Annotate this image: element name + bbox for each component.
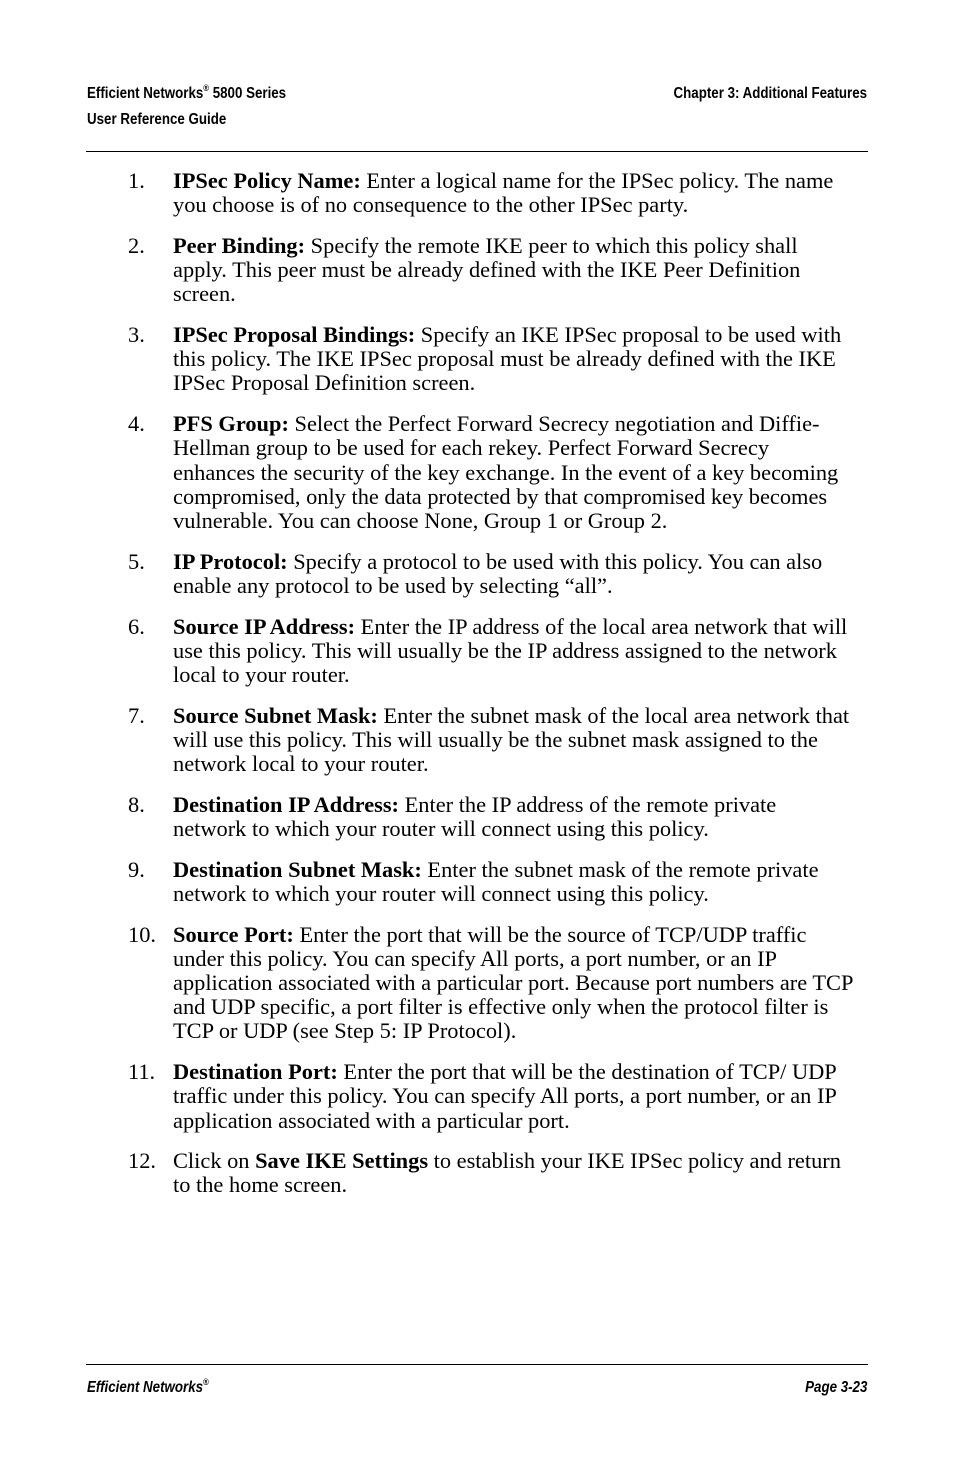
step-number: 2. [128, 232, 145, 258]
step-description: Specify the remote IKE peer to which this policy shall apply. This peer must be already defined with the IKE Peer Definition screen. [173, 232, 801, 307]
footer-registered-mark: ® [203, 1377, 209, 1387]
header-rule [86, 151, 868, 152]
step-term: IP Protocol: [173, 548, 288, 574]
step-number: 3. [128, 322, 145, 348]
footer-brand: Efficient Networks [87, 1379, 204, 1396]
step-term: Destination Subnet Mask: [173, 856, 422, 882]
step-number: 6. [128, 613, 145, 639]
step-lead-text: Click on [173, 1148, 256, 1174]
step-term: PFS Group: [173, 411, 289, 437]
header-chapter: Chapter 3: Additional Features [673, 85, 867, 102]
step-item [128, 858, 854, 906]
header-guide: User Reference Guide [87, 111, 227, 128]
procedure-steps [128, 169, 854, 1214]
running-header-left [87, 81, 286, 133]
step-term: Save IKE Settings [255, 1148, 429, 1174]
step-number: 8. [128, 791, 145, 817]
step-description: Enter the subnet mask of the local area network that will use this policy. This will usually be the subnet mask assigned to the network local to your router. [173, 702, 850, 777]
step-item [128, 169, 854, 217]
step-description: Enter the subnet mask of the remote private network to which your router will connect using this policy. [173, 856, 819, 906]
step-term: Peer Binding: [173, 232, 306, 258]
step-description: Select the Perfect Forward Secrecy negotiation and Diffie-Hellman group to be used for each rekey. Perfect Forward Secrecy enhances the security of the key exchange. In the event of a key becoming compromised, only the data protected by that compromised key becomes vulnerable. You can choose None, Group 1 or Group 2. [173, 411, 839, 533]
step-term: Destination IP Address: [173, 791, 400, 817]
step-description: Specify a protocol to be used with this policy. You can also enable any protocol to be used by selecting “all”. [173, 548, 823, 598]
header-series: 5800 Series [209, 85, 287, 102]
step-number: 10. [128, 921, 156, 947]
step-number: 12. [128, 1148, 156, 1174]
step-number: 1. [128, 168, 145, 193]
registered-mark: ® [203, 83, 210, 93]
step-description: Specify an IKE IPSec proposal to be used with this policy. The IKE IPSec proposal must be already defined with the IKE IPSec Proposal Definition screen. [173, 322, 842, 396]
step-item [128, 793, 854, 841]
step-term: Source Subnet Mask: [173, 702, 378, 728]
step-number: 4. [128, 411, 145, 437]
step-description: Enter the IP address of the local area network that will use this policy. This will usually be the IP address assigned to the network local to your router. [173, 613, 848, 687]
page-number: Page 3-23 [804, 1379, 867, 1396]
step-term: IPSec Policy Name: [173, 168, 361, 193]
step-number: 9. [128, 856, 145, 882]
step-item [128, 234, 854, 307]
step-number: 11. [128, 1059, 156, 1085]
step-number: 7. [128, 702, 145, 728]
step-term: Destination Port: [173, 1059, 338, 1085]
footer-brand-line [87, 1376, 209, 1400]
step-item [128, 923, 854, 1044]
step-number: 5. [128, 548, 145, 574]
step-item [128, 615, 854, 688]
step-term: IPSec Proposal Bindings: [173, 322, 416, 348]
step-term: Source Port: [173, 921, 294, 947]
step-item [128, 550, 854, 598]
header-brand: Efficient Networks [87, 85, 204, 102]
step-description: Enter the IP address of the remote private network to which your router will connect using this policy. [173, 791, 777, 841]
step-description: to establish your IKE IPSec policy and return to the home screen. [173, 1148, 841, 1198]
step-item [128, 412, 854, 533]
header-title [87, 81, 286, 107]
step-description: Enter a logical name for the IPSec policy. The name you choose is of no consequence to the other IPSec party. [173, 168, 834, 218]
step-item [128, 1149, 854, 1197]
step-description: Enter the port that will be the destination of TCP/ UDP traffic under this policy. You can specify All ports, a port number, or an IP application associated with a particular port. [173, 1059, 837, 1133]
step-item [128, 704, 854, 777]
step-description: Enter the port that will be the source of TCP/UDP traffic under this policy. You can specify All ports, a port number, or an IP application associated with a particular port. Because port numbers are TCP and UDP specific, a port filter is effective only when the protocol filter is TCP or UDP (see Step 5: IP Protocol). [173, 921, 853, 1044]
step-item [128, 323, 854, 396]
footer-rule [86, 1364, 868, 1365]
step-term: Source IP Address: [173, 613, 356, 639]
step-item [128, 1060, 854, 1133]
